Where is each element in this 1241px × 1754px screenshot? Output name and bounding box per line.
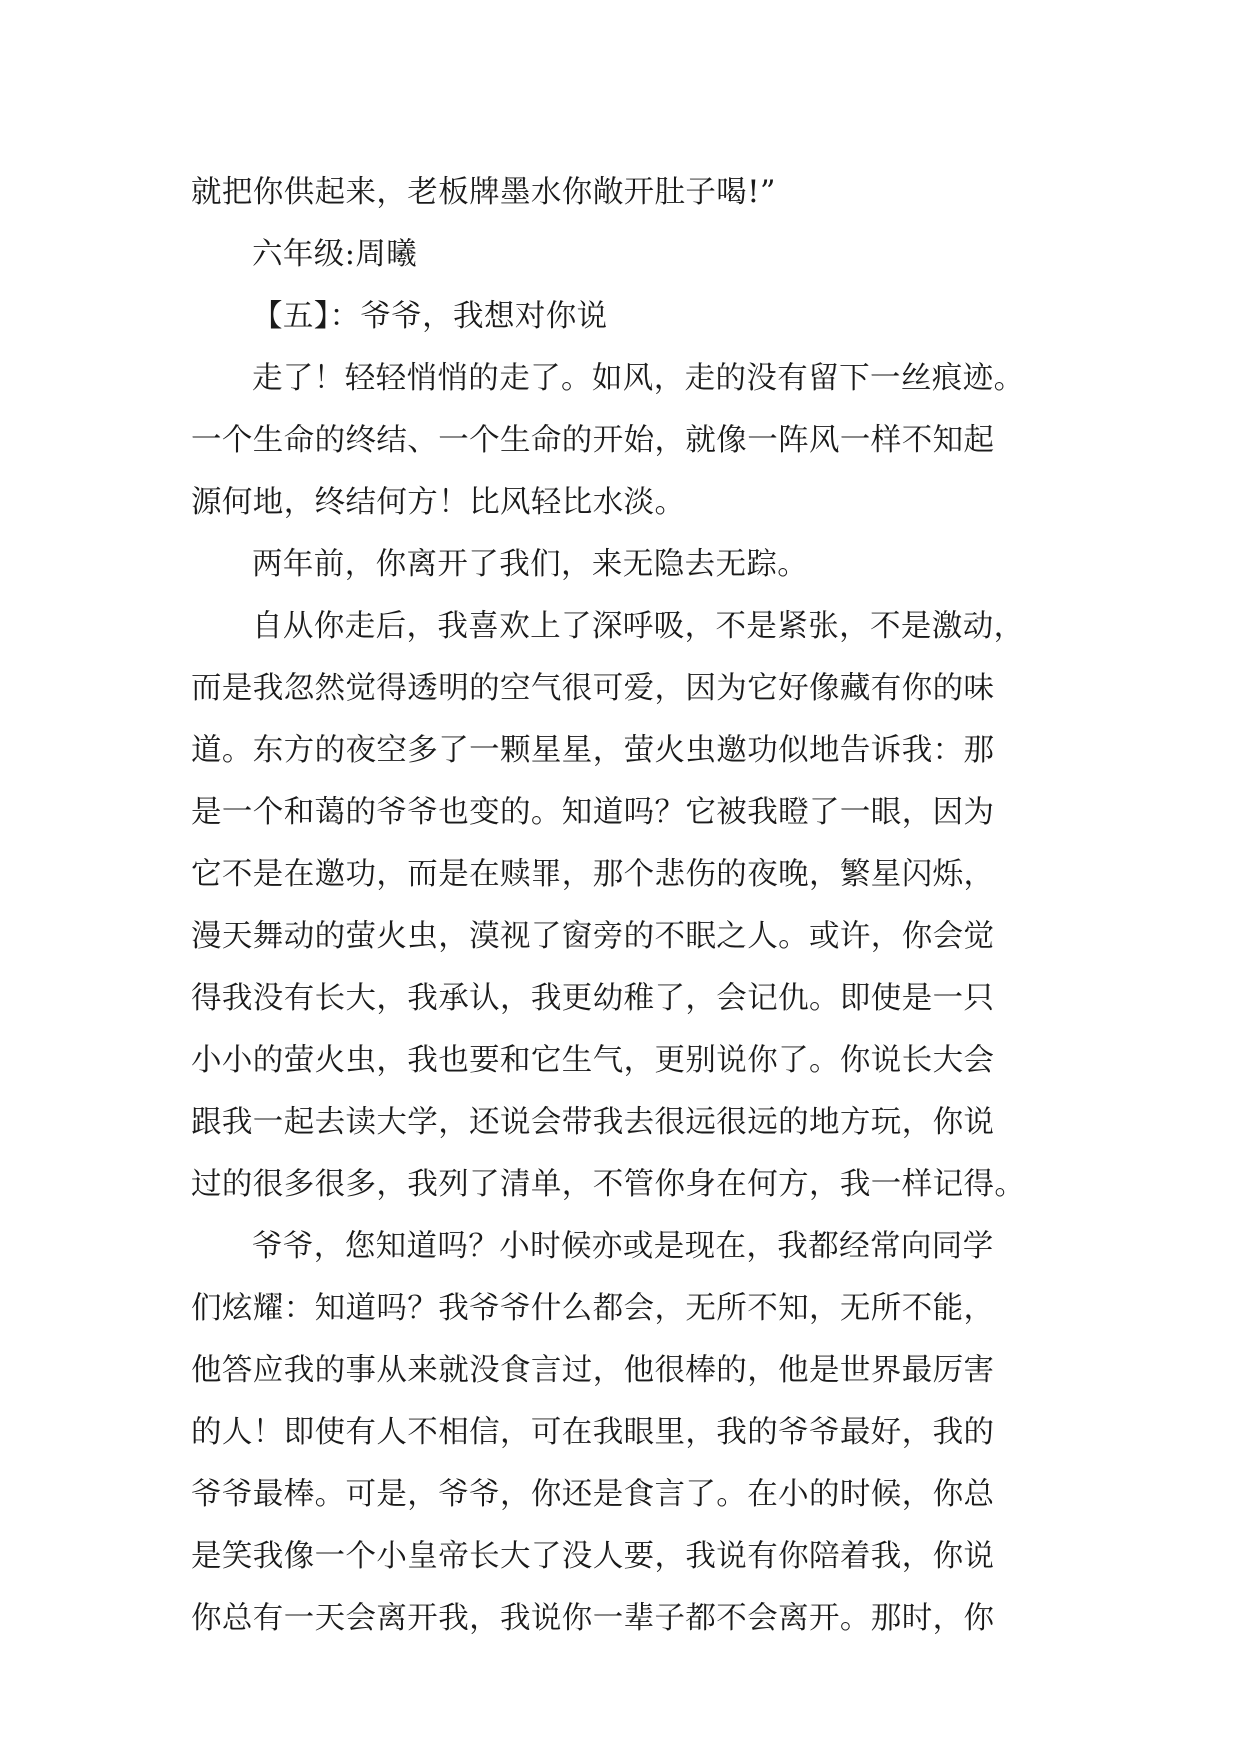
section-heading: 【五】：爷爷，我想对你说 <box>252 299 608 334</box>
text-line: 小小的萤火虫，我也要和它生气，更别说你了。你说长大会 <box>191 1043 995 1078</box>
text-line: 是笑我像一个小皇帝长大了没人要，我说有你陪着我，你说 <box>191 1539 995 1574</box>
text-line: 爷爷，您知道吗？小时候亦或是现在，我都经常向同学 <box>252 1229 994 1264</box>
text-line: 的人！即使有人不相信，可在我眼里，我的爷爷最好，我的 <box>191 1415 995 1450</box>
document-body <box>191 162 1051 1650</box>
text-line: 它不是在邀功，而是在赎罪，那个悲伤的夜晚，繁星闪烁， <box>191 857 995 892</box>
text-line: 过的很多很多，我列了清单，不管你身在何方，我一样记得。 <box>191 1167 1026 1202</box>
text-line: 他答应我的事从来就没食言过，他很棒的，他是世界最厉害 <box>191 1353 995 1388</box>
text-line: 走了！轻轻悄悄的走了。如风，走的没有留下一丝痕迹。 <box>252 361 1025 396</box>
text-line: 而是我忽然觉得透明的空气很可爱，因为它好像藏有你的味 <box>191 671 995 706</box>
text-line: 漫天舞动的萤火虫，漠视了窗旁的不眠之人。或许，你会觉 <box>191 919 995 954</box>
text-line: 是一个和蔼的爷爷也变的。知道吗？它被我瞪了一眼，因为 <box>191 795 995 830</box>
text-line: 就把你供起来，老板牌墨水你敞开肚子喝!” <box>191 175 776 210</box>
text-line: 一个生命的终结、一个生命的开始，就像一阵风一样不知起 <box>191 423 995 458</box>
text-line: 源何地，终结何方！比风轻比水淡。 <box>191 485 686 520</box>
text-line: 们炫耀：知道吗？我爷爷什么都会，无所不知，无所不能， <box>191 1291 995 1326</box>
text-line: 得我没有长大，我承认，我更幼稚了，会记仇。即使是一只 <box>191 981 995 1016</box>
text-line: 六年级:周曦 <box>252 237 418 272</box>
text-line: 道。东方的夜空多了一颗星星，萤火虫邀功似地告诉我：那 <box>191 733 995 768</box>
text-line: 你总有一天会离开我，我说你一辈子都不会离开。那时，你 <box>191 1601 995 1636</box>
text-line: 自从你走后，我喜欢上了深呼吸，不是紧张，不是激动， <box>252 609 1025 644</box>
text-line: 爷爷最棒。可是，爷爷，你还是食言了。在小的时候，你总 <box>191 1477 995 1512</box>
text-line: 两年前，你离开了我们，来无隐去无踪。 <box>252 547 809 582</box>
text-line: 跟我一起去读大学，还说会带我去很远很远的地方玩，你说 <box>191 1105 995 1140</box>
